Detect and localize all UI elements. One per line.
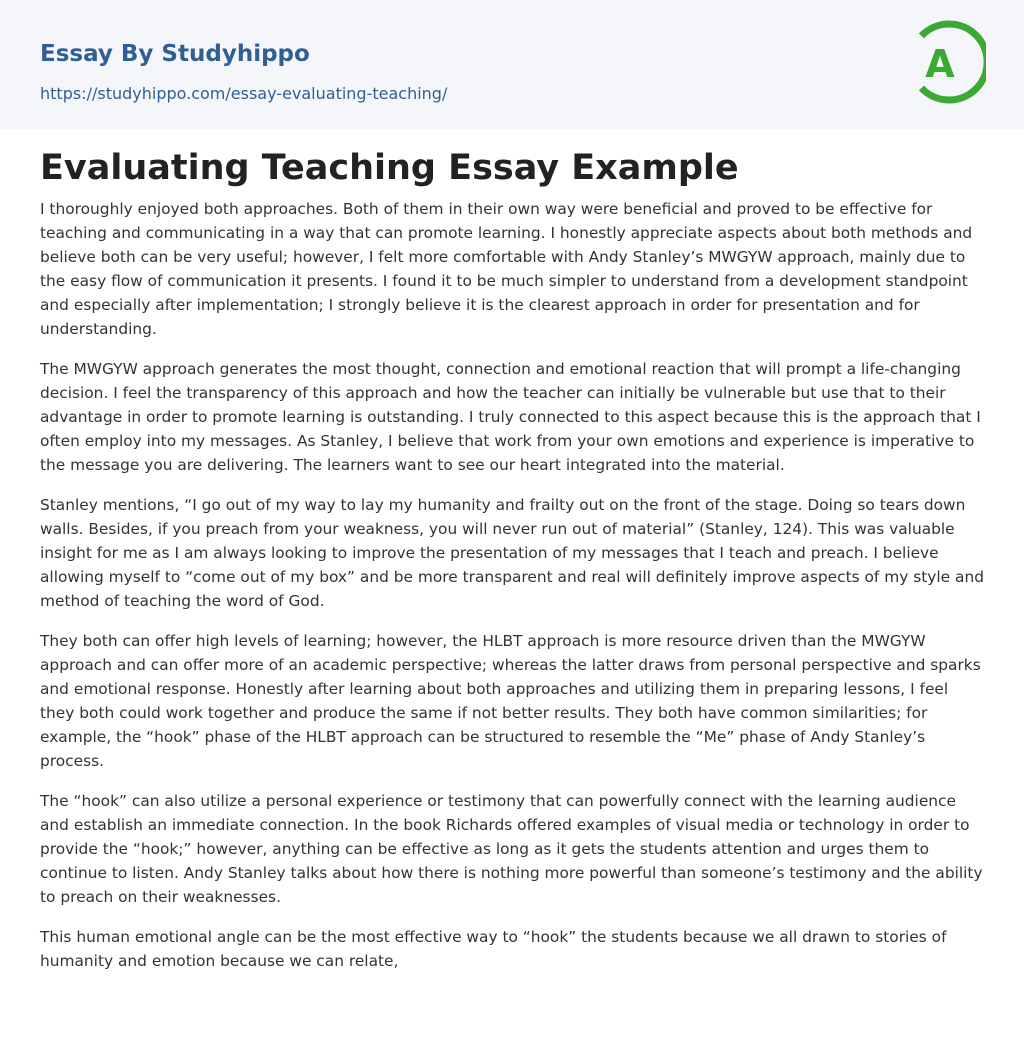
site-header: [0, 0, 1024, 129]
article-paragraph: Stanley mentions, “I go out of my way to lay my humanity and frailty out on the front of the stage. Doing so tears down walls. Besides, if you preach from your weakness, you will never run out of material” (Stanley, 124). This was valuable insight for me as I am always looking to improve the presentation of my messages that I teach and preach. I believe allowing myself to “come out of my box” and be more transparent and real will definitely improve aspects of my style and method of teaching the word of God.: [40, 496, 984, 610]
article-url-link[interactable]: https://studyhippo.com/essay-evaluating-teaching/: [40, 84, 448, 103]
article-paragraph: The MWGYW approach generates the most thought, connection and emotional reaction that will prompt a life-changing decision. I feel the transparency of this approach and how the teacher can initially be vulnerable but use that to their advantage in order to promote learning is outstanding. I truly connected to this aspect because this is the approach that I often employ into my messages. As Stanley, I believe that work from your own emotions and experience is imperative to the message you are delivering. The learners want to see our heart integrated into the material.: [40, 360, 981, 474]
article-paragraph: I thoroughly enjoyed both approaches. Both of them in their own way were beneficial and proved to be effective for teaching and communicating in a way that can promote learning. I honestly appreciate aspects about both methods and believe both can be very useful; however, I felt more comfortable with Andy Stanley’s MWGYW approach, mainly due to the easy flow of communication it presents. I found it to be much simpler to understand from a development standpoint and especially after implementation; I strongly believe it is the clearest approach in order for presentation and for understanding.: [40, 200, 973, 338]
article-paragraph: This human emotional angle can be the most effective way to “hook” the students because we all drawn to stories of humanity and emotion because we can relate,: [40, 928, 947, 970]
article-paragraph: The “hook” can also utilize a personal experience or testimony that can powerfully connect with the learning audience and establish an immediate connection. In the book Richards offered examples of visual media or technology in order to provide the “hook;” however, anything can be effective as long as it gets the students attention and urges them to continue to listen. Andy Stanley talks about how there is nothing more powerful than someone’s testimony and the ability to preach on their weaknesses.: [40, 792, 983, 906]
site-brand[interactable]: Essay By Studyhippo: [40, 41, 310, 67]
letter-a-circle-logo-icon[interactable]: [912, 19, 986, 105]
article-paragraph: They both can offer high levels of learning; however, the HLBT approach is more resource driven than the MWGYW approach and can offer more of an academic perspective; whereas the latter draws from personal perspective and sparks and emotional response. Honestly after learning about both approaches and utilizing them in preparing lessons, I feel they both could work together and produce the same if not better results. They both have common similarities; for example, the “hook” phase of the HLBT approach can be structured to resemble the “Me” phase of Andy Stanley’s process.: [40, 632, 981, 770]
logo-letter: A: [925, 42, 955, 86]
article-main: [0, 129, 1024, 973]
article-title: Evaluating Teaching Essay Example: [40, 148, 739, 188]
